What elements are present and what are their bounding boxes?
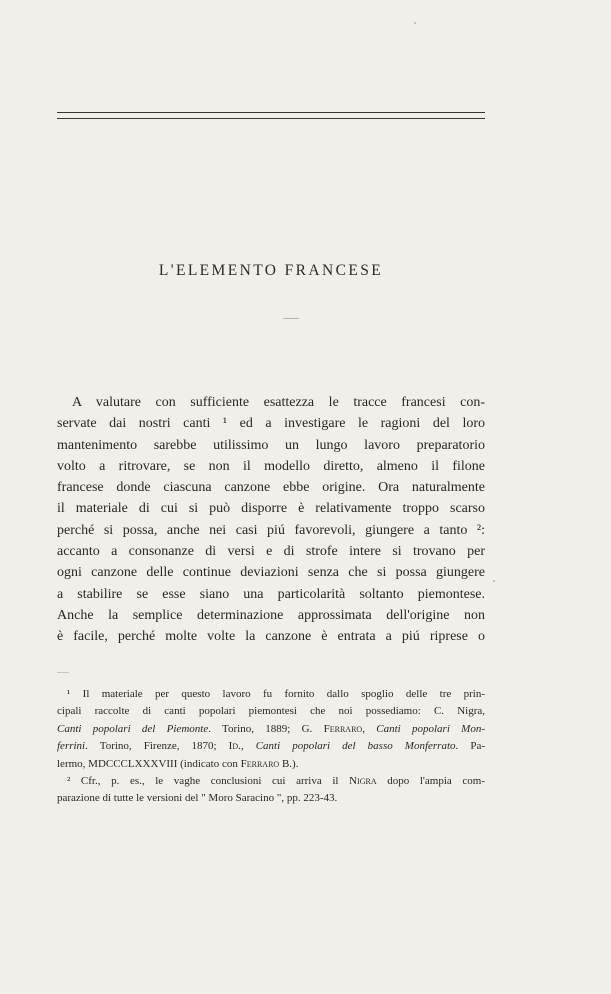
citation-text: , (362, 722, 377, 735)
paper-speck (414, 22, 416, 24)
citation-title: Canti popolari del basso Monferrato (255, 740, 456, 753)
body-line: a stabilire se esse siano una particolarità soltanto piemontese. (57, 586, 485, 602)
body-line: francese donde ciascuna canzone ebbe origine. Ora naturalmente (57, 480, 485, 496)
citation-text: lermo, MDCCCLXXXVIII (indicato con (57, 757, 241, 770)
citation-text: B.). (279, 757, 299, 770)
author-name: Nigra (349, 775, 377, 788)
citation-text: ² Cfr., p. es., le vaghe conclusioni cui arriva il (67, 775, 350, 788)
footnote-1-line: cipali raccolte di canti popolari piemontesi che noi possediamo: C. Nigra, (57, 705, 485, 718)
body-line: servate dai nostri canti ¹ ed a investigare le ragioni del loro (57, 416, 485, 432)
citation-title: Canti popolari del Piemonte (57, 722, 209, 735)
header-rule-thick (57, 112, 485, 113)
header-rule-thin (57, 118, 485, 119)
footnote-1-line (57, 756, 485, 773)
footnotes (57, 686, 485, 808)
body-line: Anche la semplice determinazione approssimata dell'origine non (57, 607, 485, 623)
body-line: A valutare con sufficiente esattezza le tracce francesi con- (72, 395, 485, 410)
footnote-1-line: ¹ Il materiale per questo lavoro fu fornito dallo spoglio delle tre prin- (67, 688, 485, 700)
citation-text: . Torino, Firenze, 1870; (85, 740, 229, 753)
body-line: mantenimento sarebbe utilissimo un lungo lavoro preparatorio (57, 437, 485, 453)
citation-title: Canti popolari Mon- (376, 722, 485, 735)
citation-text: . Torino, 1889; G. (208, 722, 324, 735)
footnote-1-line (57, 721, 485, 738)
body-line: accanto a consonanze di versi e di strofe intere si trovano per (57, 544, 485, 560)
body-paragraph (57, 392, 485, 648)
author-name: Ferraro (323, 722, 363, 735)
body-line: volto a ritrovare, se non il modello diretto, almeno il filone (57, 458, 485, 474)
body-line: il materiale di cui si può disporre è relativamente troppo scarso (57, 501, 485, 517)
citation-text: dopo l'ampia com- (376, 775, 485, 788)
footnote-1-line (57, 738, 485, 755)
citation-title: ferrini (57, 740, 86, 753)
citation-text: , (240, 740, 256, 753)
citation-text: . Pa- (455, 740, 486, 753)
body-line: è facile, perché molte volte la canzone è entrata a piú riprese o (57, 629, 485, 645)
chapter-title: L'ELEMENTO FRANCESE (158, 262, 384, 279)
footnote-separator (57, 672, 69, 673)
author-name: Ferraro (240, 757, 280, 770)
body-line: perché si possa, anche nei casi piú favorevoli, giungere a tanto ²: (57, 522, 485, 538)
footnote-2-line: parazione di tutte le versioni del " Moro Saracino ", pp. 223-43. (57, 792, 338, 805)
title-ornament-dash (283, 318, 299, 319)
body-line: ogni canzone delle continue deviazioni senza che si possa giungere (57, 565, 485, 581)
paper-speck (493, 580, 495, 582)
footnote-2-line (57, 773, 485, 790)
author-name: Id. (228, 740, 241, 753)
